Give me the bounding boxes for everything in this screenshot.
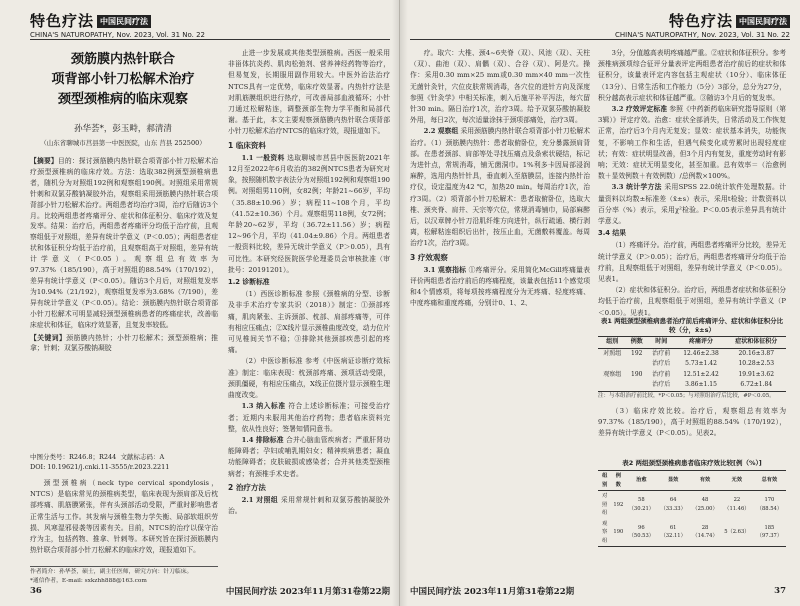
paragraph: 采用颈筋膜内热针联合项背部小针刀松解术治疗。（1）颈筋膜内热针：患者取俯卧位，充分暴露颈肩背部。在患者颈部、肩部等处寻找压痛点及条索状硬结，标记为进针点，常规消毒，铺无菌洞巾。1%利多卡因局部浸润麻醉，选用内热针针具，垂直刺入至筋膜层，连接内热针治疗仪，设定温度为42 ℃，加热20 min。每周治疗1次，治疗3周。（2）项背部小针刀松解术：患者取俯卧位，选取大椎、颈夹脊、肩井、天宗等穴位，常规消毒铺巾，局部麻醉后，以汉章牌小针刀沿肌纤维方向进针，纵行疏通、横行剥离，松解粘连组织后出针，按压止血，无菌敷料覆盖。每周治疗1次，治疗3周。 [410,127,590,248]
table-cell: 观察组 [598,519,611,547]
subsection-heading: 3.2 疗效评定标准 [611,105,668,114]
paragraph: （2）中医诊断标准 参考《中医病证诊断疗效标准》制定：临床表现：枕颈部疼痛、颈项活动受限，颈肌僵硬，有相应压痛点，X线正位摄片显示颈椎生理曲度改变。 [228,357,390,400]
footnote-rule [30,566,218,567]
table-header-cell: 例数 [626,337,647,349]
table-cell: 12.46±2.38 [683,349,719,357]
paragraph: 选取聊城市莒县中医医院2021年12月至2022年6月收治的382例NTCS患者为研究对象，按照随机数字表法分为对照组192例和观察组190例。对照组男110例，女82例；年龄21~66岁，平均（35.88±10.96）岁；病程11~108个月，平均（41.52±10.36）个月。观察组男118例，女72例；年龄20~62岁，平均（36.72±11.56）岁；病程12~96个月，平均（41.04±9.86）个月。两组患者一般资料比较，差异无统计学意义（P＞0.05），具有可比性。本研究经医院医学伦理委员会审核批准（审批号：20191201）。 [228,153,390,274]
right-column-2 [598,48,786,317]
table-cell: 28（14.74） [689,519,721,547]
table-header-cell: 时间 [647,337,675,349]
table-cell: 190 [631,370,643,378]
table-cell: 22（11.46） [724,497,750,512]
footer-journal: 中国民间疗法 2023年11月第31卷第22期 [410,587,575,597]
table-cell: 5（2.63） [721,519,753,547]
table-cell: 治疗后 [652,360,671,367]
subsection-heading: 2.2 观察组 [423,127,459,136]
paragraph: （3）临床疗效比较。治疗后，观察组总有效率为97.37%（185/190），高于对照组的88.54%（170/192），差异有统计学意义（P＜0.05）。见表2。 [598,407,786,438]
paragraph: 3分，分值越高表明疼痛越严重。②症状和体征积分。参考颈椎病颈项综合征评分量表评定两组患者治疗前后的症状和体征积分，该量表评定内容包括主观症状（10分）、临床体征（13分）、日常生活和工作能力（5分）3部分，总分为27分，积分越高表示症状和体征越严重。③随访3个月后的复发率。 [598,49,786,102]
journal-brand: 特色疗法 中国民间疗法 [410,10,790,31]
table-cell: 3.86±1.15 [675,380,726,391]
section-heading: 1 临床资料 [228,140,266,150]
doi: DOI: 10.19621/j.cnki.11-3555/r.2023.2211 [30,463,170,471]
paragraph: 参照《中药新药临床研究指导原则（第3辑）》评定疗效。治愈：症状全部消失，日常活动及工作恢复正常，治疗后3个月内无复发；显效：症状基本消失，功能恢复，不影响工作和生活，但遇气候变化或劳累时出现轻度症状；有效：症状明显改善，但3个月内有复发，重度劳动时有影响；无效：症状无明显变化，甚至加重。总有效率＝（治愈例数＋显效例数＋有效例数）/总例数×100%。 [598,105,786,181]
subsection-heading: 2.1 对照组 [241,495,279,504]
journal-issue-line: CHINA'S NATUROPATHY, Nov. 2023, Vol. 31 No. 22 [30,31,206,39]
table-header-cell: 组别 [598,471,611,491]
table-header-cell: 治愈 [625,471,657,491]
paragraph: 符合上述诊断标准；可接受治疗者；近期内未服用其他治疗药物；患者临床资料完整，依从性良好；签署知情同意书。 [228,402,390,433]
page-number: 36 [30,586,42,596]
right-page-header [410,10,790,40]
paragraph: （1）疼痛评分。治疗前，两组患者疼痛评分比较，差异无统计学意义（P＞0.05）；治疗后，两组患者疼痛评分均低于治疗前，且观察组低于对照组，差异有统计学意义（P＜0.05）。见表1。 [598,241,786,284]
paragraph: 采用SPSS 22.0统计软件处理数据。计量资料以均数±标准差（x̄±s）表示，采用t检验；计数资料以百分率（%）表示，采用χ²检验。P＜0.05表示差异具有统计学意义。 [598,183,786,226]
table-cell: 64（33.33） [660,497,686,512]
subsection-heading: 1.4 排除标准 [241,435,284,444]
table-row [598,519,786,547]
left-page-header [30,10,390,40]
table-cell: 治疗前 [652,349,671,357]
table-cell: 58（30.21） [628,497,654,512]
author-note: 作者简介：孙华荟，硕士，副主任医师，研究方向：针刀临床。 [30,569,193,575]
table-cell [598,359,626,370]
author-email: *通信作者，E-mail: sxkzhh888@163.com [30,578,147,584]
journal-brand: 特色疗法 中国民间疗法 [30,10,390,31]
table-cell: 对照组 [602,493,608,516]
class-number: 中图分类号：R246.8；R244 [30,453,117,461]
table-cell: 192 [631,349,643,357]
section-heading: 3 疗效观察 [410,252,448,262]
table-cell: 192 [613,501,624,508]
left-column-2 [228,48,390,580]
table-cell: 61（32.11） [657,519,689,547]
right-column-1 [410,48,590,580]
table-header-cell: 症状和体征积分 [727,337,786,349]
table-cell: 治疗后 [647,380,675,391]
table-cell: 6.72±1.84 [727,380,786,391]
intro-column [30,478,218,564]
table-header-cell: 总有效 [753,471,786,491]
article-affiliation: （山东省聊城市莒县第一中医医院，山东 莒县 252500） [40,139,206,147]
right-page-footer [410,584,786,598]
title-line-2: 项背部小针刀松解术治疗 [51,72,195,87]
right-column-2-lower [598,406,786,454]
paragraph: 采用常规针刺和双氯芬酸钠凝胶外治。 [228,495,390,516]
table-cell [626,380,647,391]
article-authors: 孙华荟*，彭玉畤，郝清清 [74,124,172,134]
footer-journal: 中国民间疗法 2023年11月第31卷第22期 [225,587,390,597]
subsection-heading: 3.1 观察指标 [423,265,467,274]
article-title [30,50,216,110]
paragraph: ①疼痛评分。采用简化McGill疼痛量表评价两组患者治疗前后的疼痛程度，该量表包括11个感觉项和4个情感项，将每项按疼痛程度分为无疼痛、轻度疼痛、中度疼痛和重度疼痛，分别计0、1、2、 [410,265,590,308]
table-row [598,370,786,381]
table-cell: 10.28±2.53 [738,360,775,367]
table-header-cell: 无效 [721,471,753,491]
paragraph: 止进一步发展或其他类型颈椎病。西医一般采用非甾体抗炎药、肌肉松弛剂、营养神经药物等治疗，但易复发，长期服用副作用较大。中医外治法治疗NTCS具有一定优势，临床疗效显著。内热针疗法是对肌筋膜组织进行热疗，可改善局部血液循环；小针刀通过松解粘连，调整颈部生物力学平衡和局部代谢。基于此，本文主要观察颈筋膜内热针联合项背部小针刀松解术治疗NTCS的临床疗效，现报道如下。 [228,49,390,136]
abstract-text: 目的：探讨颈筋膜内热针联合项背部小针刀松解术治疗颈型颈椎病的临床疗效。方法：选取382例颈型颈椎病患者，随机分为对照组192例和观察组190例。对照组采用常规针刺和双氯芬酸钠凝胶外治，观察组采用颈筋膜内热针联合项背部小针刀松解术治疗。两组患者均治疗3周，治疗后随访3个月。比较两组患者疼痛评分、症状和体征积分、临床疗效及复发率。结果：治疗后，两组患者疼痛评分均低于治疗前，且观察组低于对照组，差异有统计学意义（P＜0.05）；两组患者症状和体征积分均低于治疗前，且观察组高于对照组，差异有统计学意义（P＜0.05）。观察组总有效率为97.37%（185/190），高于对照组的88.54%（170/192），差异有统计学意义（P＜0.05）。随访3个月后，对照组复发率为10.94%（21/192），观察组复发率为3.68%（7/190），差异有统计学意义（P＜0.05）。结论：颈筋膜内热针联合项背部小针刀松解术可明显减轻颈型颈椎病患者的疼痛症状，改善临床症状和体征，临床疗效显著，且复发率较低。 [30,157,219,329]
journal-brand-sub: 中国民间疗法 [97,15,151,28]
journal-brand-sub: 中国民间疗法 [736,15,790,28]
table-cell: 12.51±2.42 [683,370,719,378]
table-1-note: 注：与本组治疗前比较，*P＜0.05；与对照组治疗后比较，#P＜0.05。 [598,393,775,399]
table-1 [598,336,786,392]
subsection-heading: 1.3 纳入标准 [241,402,286,411]
table-header-cell: 显效 [657,471,689,491]
table-row [598,380,786,391]
subsection-heading: 3.4 结果 [598,229,627,238]
journal-issue-line: CHINA'S NATUROPATHY, Nov. 2023, Vol. 31 No. 22 [614,31,790,39]
table-cell: 20.16±3.87 [738,349,775,357]
paragraph: （1）西医诊断标准 参照《颈椎病的分型、诊断及非手术治疗专家共识（2018）》制定：①颈部疼痛，肌肉紧张、主诉颈部、枕部、肩部疼痛等，可伴有相应压痛点；②X线片显示颈椎曲度改变，动力位片可见椎间关节不稳；③排除其他颈部疾患引起的疼痛。 [228,290,390,355]
keywords-text: 颈筋膜内热针；小针刀松解术；颈型颈椎病；推拿；针刺；双氯芬酸钠凝胶 [30,333,219,353]
section-heading: 2 治疗方法 [228,482,266,492]
left-page-footer [30,584,390,598]
article-abstract [30,156,218,354]
subsection-heading: 3.3 统计学方法 [611,183,662,192]
table-cell: 48（25.00） [692,497,718,512]
table-2 [598,470,786,547]
table-2-caption: 表2 两组颈型颈椎病患者临床疗效比较[例（%）] [622,459,762,467]
table-row [598,359,786,370]
keywords-label: 【关键词】 [30,333,67,342]
table-cell: 对照组 [603,349,622,357]
table-cell: 190 [611,519,625,547]
table-cell [598,380,626,391]
title-line-1: 颈筋膜内热针联合 [70,52,175,67]
table-cell: 19.91±3.62 [738,370,775,378]
paragraph: 疗。取穴：大椎、颈4~6夹脊（双）、风池（双）、天柱（双）、曲池（双）、肩髃（双）、合谷（双）、阿是穴。操作：采用0.30 mm×25 mm或0.30 mm×40 mm一次性无菌针灸针，穴位皮肤常规消毒，各穴位的进针方向及深度参照《针灸学》中相关标准，刺入后施平补平泻法，每穴留针30 min。隔日治疗1次，治疗3周。给予双氯芬酸钠凝胶外用，每日2次，每次适量涂抹于颈项部痛处，治疗3周。 [410,49,590,125]
table-1-caption: 表1 两组颈型颈椎病患者治疗前后疼痛评分、症状和体征积分比较（分，x̄±s） [600,317,784,334]
table-cell: 观察组 [603,370,622,378]
title-line-3: 颈型颈椎病的临床观察 [57,92,188,107]
table-cell: 170（88.54） [756,497,783,512]
table-header-cell: 有效 [689,471,721,491]
intro-paragraph: 颈型颈椎病（neck type cervical spondylosis，NTCS）是临床常见的颈椎病类型，临床表现为颈肩部及后枕部疼痛、肌筋膜紧张，伴有头颈部活动受限，严重时影响患者正常生活与工作。其发病与颈椎生物力学失衡、局部软组织劳损、风寒湿邪侵袭等因素有关。目前，NTCS的治疗以保守治疗为主，包括药物、推拿、针刺等。本研究旨在探讨颈筋膜内热针联合项背部小针刀松解术的临床疗效，现报道如下。 [30,479,218,555]
table-header-cell: 组别 [598,337,626,349]
table-header-cell: 疼痛评分 [675,337,726,349]
subsection-heading: 1.1 一般资料 [241,153,285,162]
table-cell: 185（97.37） [753,519,786,547]
document-code: 文献标志码：A [120,453,165,461]
subsection-heading: 1.2 诊断标准 [228,278,270,287]
table-row [598,348,786,359]
page-number: 37 [774,586,786,596]
table-cell [626,359,647,370]
paragraph: （2）症状和体征积分。治疗后，两组患者症状和体征积分均低于治疗前，且观察组低于对照组，差异有统计学意义（P＜0.05）。见表1。 [598,286,786,317]
table-cell: 治疗前 [652,370,671,378]
abstract-label: 【摘要】 [30,157,58,165]
table-header-cell: 例数 [611,471,625,491]
table-cell: 96（50.53） [625,519,657,547]
paragraph: 合并心脑血管疾病者；严重肝肾功能障碍者；孕妇或哺乳期妇女；精神疾病患者；凝血功能障碍者；皮肤破损或感染者；合并其他类型颈椎病者；有颈椎手术史者。 [228,435,390,478]
table-cell: 5.73±1.42 [685,360,717,367]
table-row [598,491,786,519]
article-meta [30,452,218,472]
